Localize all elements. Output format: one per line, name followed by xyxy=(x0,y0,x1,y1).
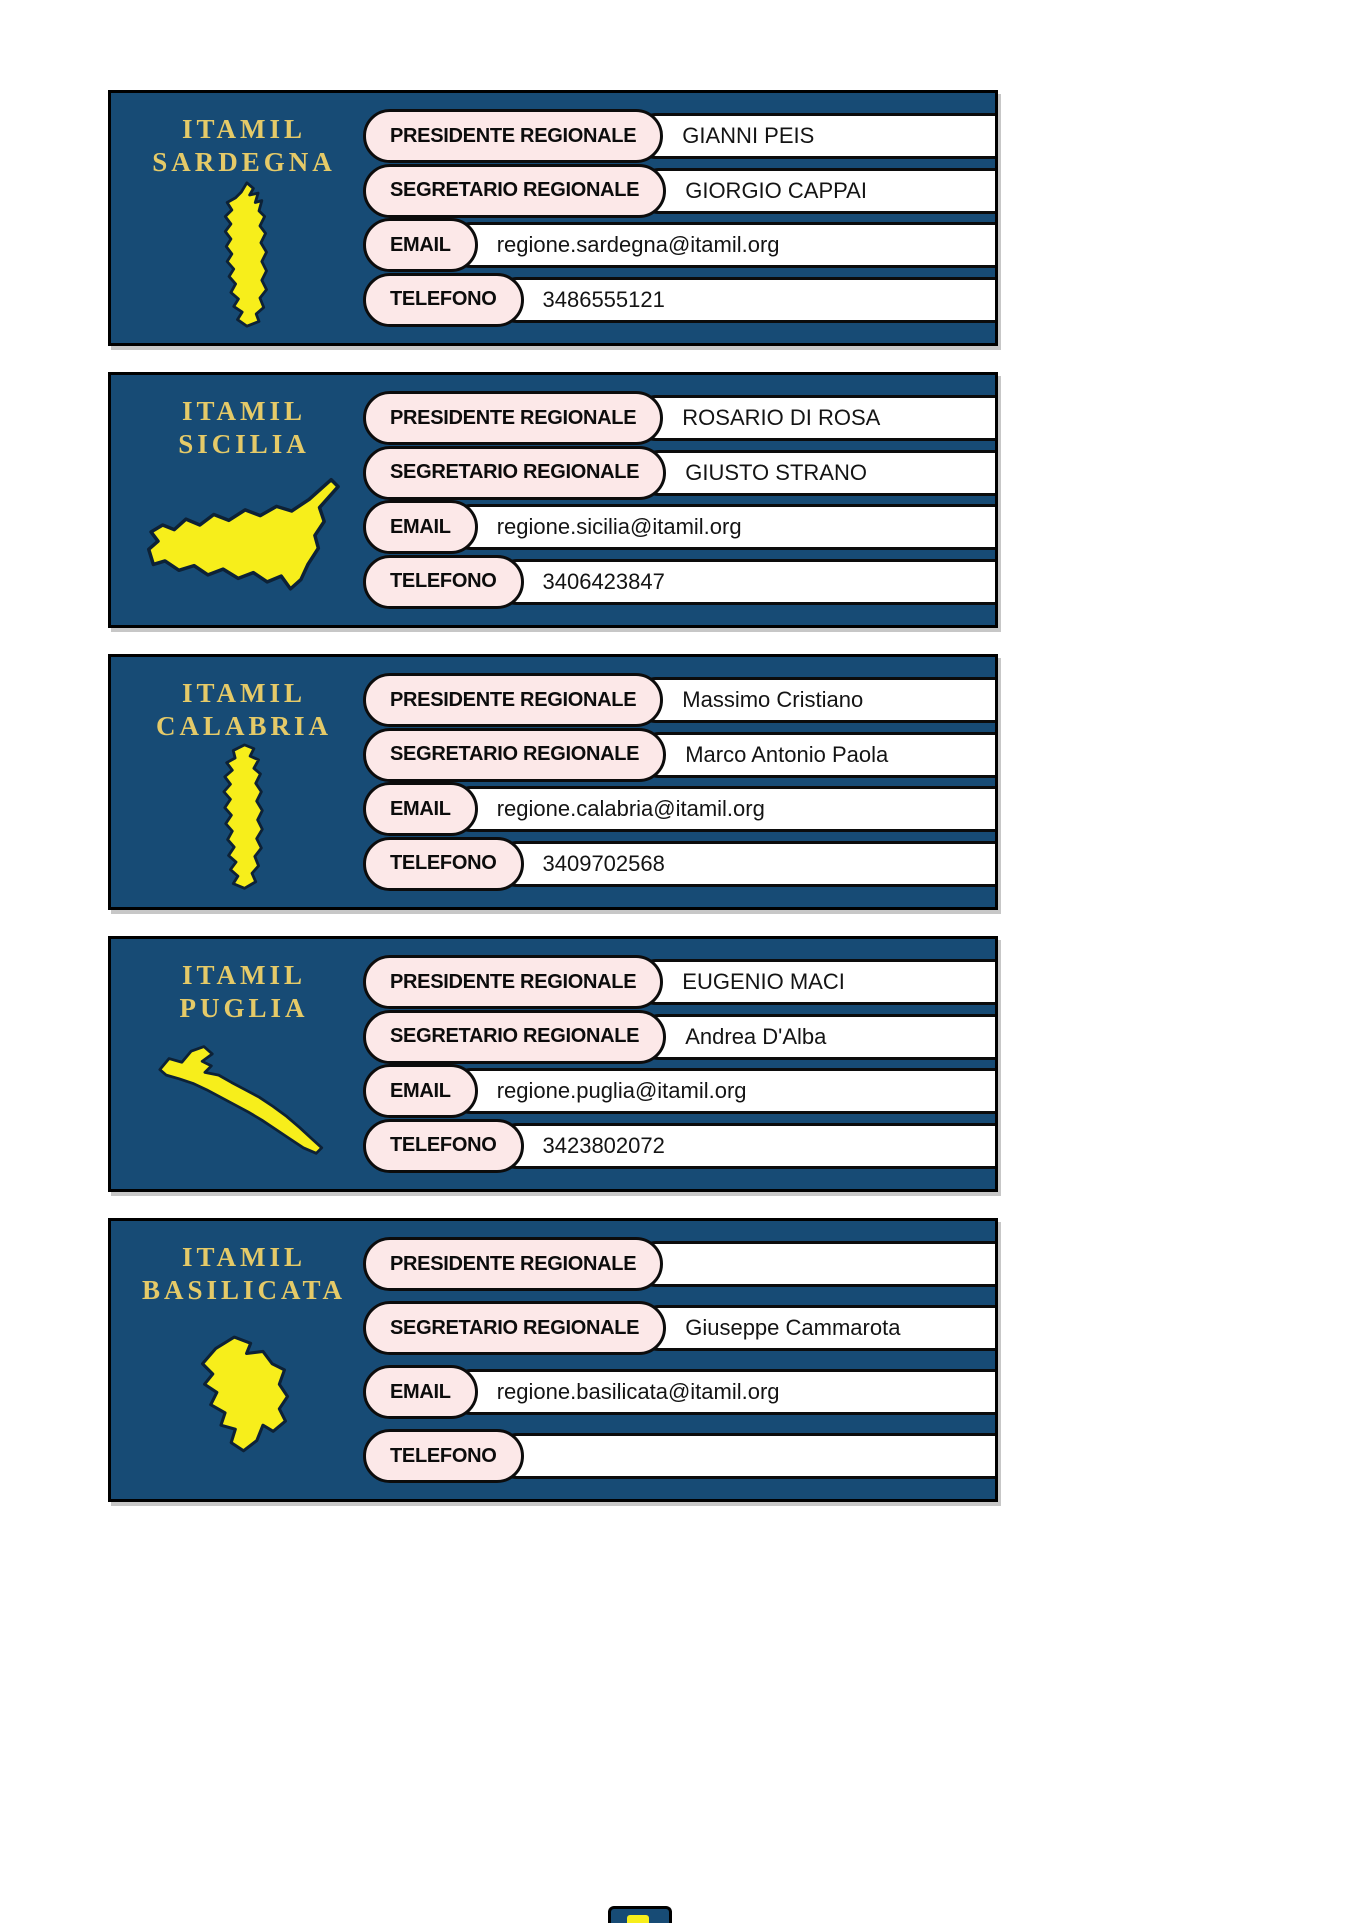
card-fields xyxy=(363,953,995,1175)
president-value-field: ROSARIO DI ROSA xyxy=(633,395,995,441)
president-row xyxy=(363,109,995,163)
email-row xyxy=(363,218,995,272)
president-row xyxy=(363,673,995,727)
card-title-line1: ITAMIL xyxy=(181,114,306,144)
email-row xyxy=(363,1365,995,1419)
sardegna-map-icon xyxy=(200,179,289,329)
sicilia-map-icon xyxy=(145,461,343,611)
secretary-value-field: GIORGIO CAPPAI xyxy=(636,168,995,214)
phone-value-field: 3486555121 xyxy=(494,277,996,323)
phone-row xyxy=(363,273,995,327)
email-value-field: regione.puglia@itamil.org xyxy=(448,1068,995,1114)
phone-row xyxy=(363,1429,995,1483)
phone-label-pill: TELEFONO xyxy=(363,1429,524,1483)
card-title-line2: BASILICATA xyxy=(141,1274,347,1305)
card-title xyxy=(152,113,336,179)
email-row xyxy=(363,782,995,836)
phone-value-field: 3406423847 xyxy=(494,559,996,605)
secretary-row xyxy=(363,446,995,500)
phone-label-pill: TELEFONO xyxy=(363,1119,524,1173)
secretary-value-field: Marco Antonio Paola xyxy=(636,732,995,778)
president-value-field: GIANNI PEIS xyxy=(633,113,995,159)
email-label-pill: EMAIL xyxy=(363,1365,478,1419)
secretary-label-pill: SEGRETARIO REGIONALE xyxy=(363,728,666,782)
secretary-label-pill: SEGRETARIO REGIONALE xyxy=(363,164,666,218)
card-fields xyxy=(363,107,995,329)
email-label-pill: EMAIL xyxy=(363,1064,478,1118)
phone-label-pill: TELEFONO xyxy=(363,555,524,609)
secretary-row xyxy=(363,1301,995,1355)
president-value-field: Massimo Cristiano xyxy=(633,677,995,723)
card-title-line1: ITAMIL xyxy=(181,678,306,708)
puglia-map-icon xyxy=(154,1025,334,1175)
president-value-field xyxy=(633,1241,995,1287)
phone-value-field xyxy=(494,1433,996,1479)
basilicata-map-icon xyxy=(185,1307,303,1485)
card-title xyxy=(142,1241,346,1307)
card-title xyxy=(156,677,332,743)
region-card-calabria xyxy=(108,654,998,910)
region-card-puglia xyxy=(108,936,998,1192)
region-card-list xyxy=(108,90,998,1502)
card-title-line1: ITAMIL xyxy=(181,960,306,990)
email-value-field: regione.sardegna@itamil.org xyxy=(448,222,995,268)
card-fields xyxy=(363,1235,995,1485)
region-card-basilicata xyxy=(108,1218,998,1502)
phone-row xyxy=(363,837,995,891)
card-title xyxy=(178,395,310,461)
card-title-line1: ITAMIL xyxy=(181,1242,306,1272)
president-label-pill: PRESIDENTE REGIONALE xyxy=(363,673,663,727)
card-left-column xyxy=(125,107,363,329)
cutoff-next-card-fragment xyxy=(608,1906,672,1923)
email-row xyxy=(363,1064,995,1118)
card-left-column xyxy=(125,671,363,893)
card-title-line2: SICILIA xyxy=(178,428,310,459)
president-label-pill: PRESIDENTE REGIONALE xyxy=(363,955,663,1009)
president-row xyxy=(363,391,995,445)
president-row xyxy=(363,1237,995,1291)
secretary-value-field: Andrea D'Alba xyxy=(636,1014,995,1060)
president-label-pill: PRESIDENTE REGIONALE xyxy=(363,391,663,445)
card-title-line1: ITAMIL xyxy=(181,396,306,426)
card-fields xyxy=(363,671,995,893)
card-title-line2: PUGLIA xyxy=(179,992,309,1023)
phone-value-field: 3409702568 xyxy=(494,841,996,887)
secretary-value-field: GIUSTO STRANO xyxy=(636,450,995,496)
card-title-line2: SARDEGNA xyxy=(152,146,336,177)
president-value-field: EUGENIO MACI xyxy=(633,959,995,1005)
email-row xyxy=(363,500,995,554)
secretary-value-field: Giuseppe Cammarota xyxy=(636,1305,995,1351)
email-value-field: regione.basilicata@itamil.org xyxy=(448,1369,995,1415)
region-card-sicilia xyxy=(108,372,998,628)
phone-value-field: 3423802072 xyxy=(494,1123,996,1169)
email-label-pill: EMAIL xyxy=(363,218,478,272)
phone-label-pill: TELEFONO xyxy=(363,273,524,327)
secretary-label-pill: SEGRETARIO REGIONALE xyxy=(363,446,666,500)
card-title-line2: CALABRIA xyxy=(155,710,333,741)
calabria-map-icon xyxy=(207,743,282,893)
card-fields xyxy=(363,389,995,611)
secretary-label-pill: SEGRETARIO REGIONALE xyxy=(363,1301,666,1355)
secretary-row xyxy=(363,1010,995,1064)
secretary-row xyxy=(363,164,995,218)
president-row xyxy=(363,955,995,1009)
phone-row xyxy=(363,1119,995,1173)
email-value-field: regione.sicilia@itamil.org xyxy=(448,504,995,550)
card-left-column xyxy=(125,1235,363,1485)
email-value-field: regione.calabria@itamil.org xyxy=(448,786,995,832)
email-label-pill: EMAIL xyxy=(363,782,478,836)
president-label-pill: PRESIDENTE REGIONALE xyxy=(363,1237,663,1291)
card-left-column xyxy=(125,953,363,1175)
card-title xyxy=(179,959,308,1025)
president-label-pill: PRESIDENTE REGIONALE xyxy=(363,109,663,163)
phone-row xyxy=(363,555,995,609)
secretary-label-pill: SEGRETARIO REGIONALE xyxy=(363,1010,666,1064)
region-card-sardegna xyxy=(108,90,998,346)
phone-label-pill: TELEFONO xyxy=(363,837,524,891)
card-left-column xyxy=(125,389,363,611)
email-label-pill: EMAIL xyxy=(363,500,478,554)
secretary-row xyxy=(363,728,995,782)
